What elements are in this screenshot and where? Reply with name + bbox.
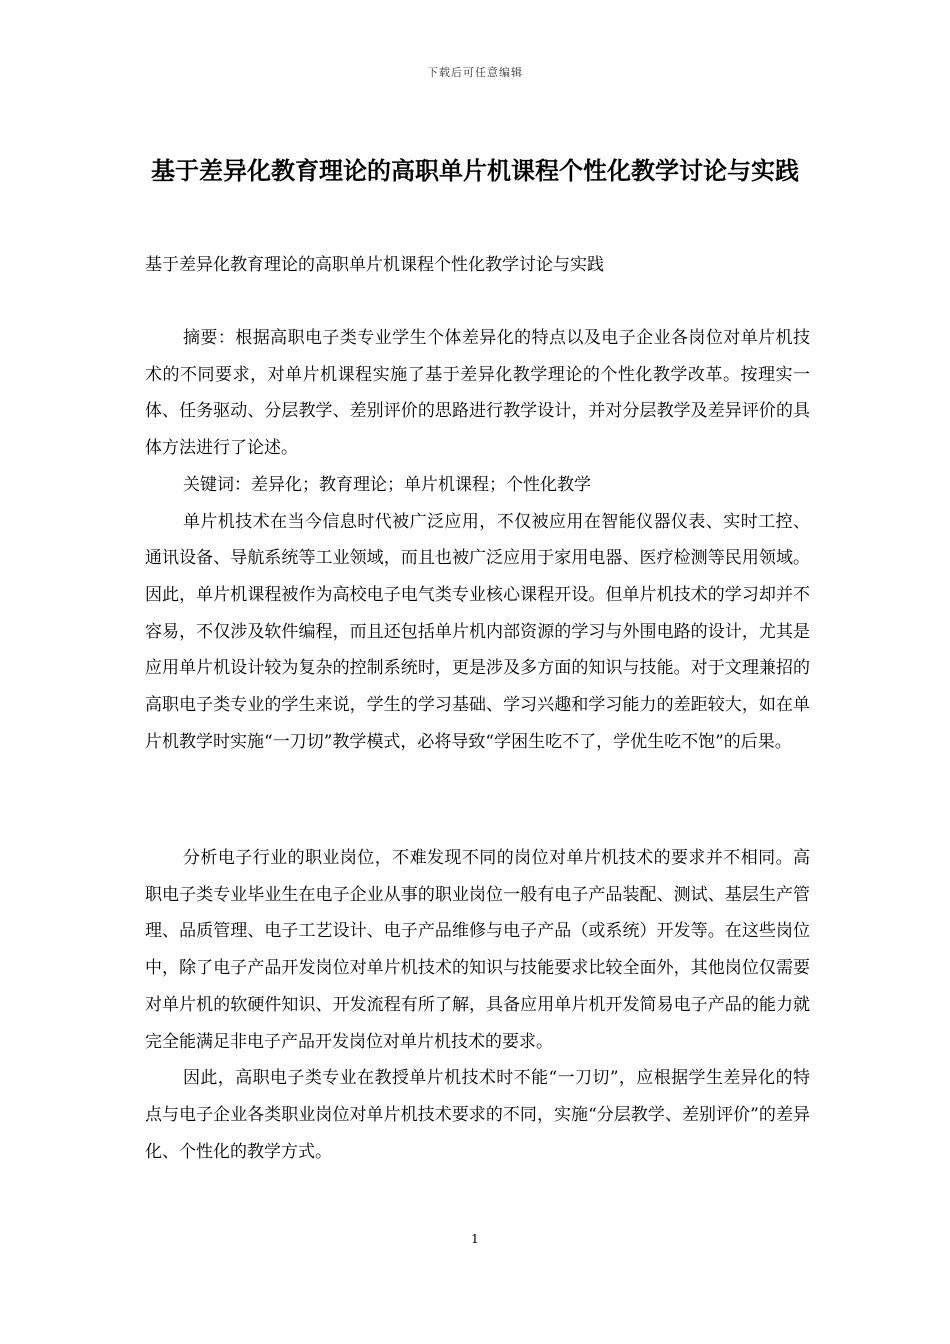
document-title: 基于差异化教育理论的高职单片机课程个性化教学讨论与实践 — [151, 156, 799, 185]
abstract-paragraph: 摘要：根据高职电子类专业学生个体差异化的特点以及电子企业各岗位对单片机技术的不同要求，对单片机课程实施了基于差异化教学理论的个性化教学改革。按理实一体、任务驱动、分层教学、差别评价的思路进行教学设计，并对分层教学及差异评价的具体方法进行了论述。 — [145, 328, 810, 459]
page-number: 1 — [471, 1232, 479, 1246]
body-paragraph-2: 分析电子行业的职业岗位，不难发现不同的岗位对单片机技术的要求并不相同。高职电子类专业毕业生在电子企业从事的职业岗位一般有电子产品装配、测试、基层生产管理、品质管理、电子工艺设计、电子产品维修与电子产品（或系统）开发等。在这些岗位中，除了电子产品开发岗位对单片机技术的知识与技能要求比较全面外，其他岗位仅需要对单片机的软硬件知识、开发流程有所了解，具备应用单片机开发简易电子产品的能力就完全能满足非电子产品开发岗位对单片机技术的要求。 — [145, 848, 810, 1052]
keywords-paragraph: 关键词：差异化；教育理论；单片机课程；个性化教学 — [183, 474, 591, 495]
body-paragraph-3: 因此，高职电子类专业在教授单片机技术时不能“一刀切”，应根据学生差异化的特点与电子企业各类职业岗位对单片机技术要求的不同，实施“分层教学、差别评价”的差异化、个性化的教学方式。 — [145, 1068, 810, 1162]
body-section — [145, 840, 810, 1170]
body-paragraph-1: 单片机技术在当今信息时代被广泛应用，不仅被应用在智能仪器仪表、实时工控、通讯设备、导航系统等工业领域，而且也被广泛应用于家用电器、医疗检测等民用领域。因此，单片机课程被作为高校电子电气类专业核心课程开设。但单片机技术的学习却并不容易，不仅涉及软件编程，而且还包括单片机内部资源的学习与外围电路的设计，尤其是应用单片机设计较为复杂的控制系统时，更是涉及多方面的知识与技能。对于文理兼招的高职电子类专业的学生来说，学生的学习基础、学习兴趣和学习能力的差距较大，如在单片机教学时实施“一刀切”教学模式，必将导致“学困生吃不了，学优生吃不饱”的后果。 — [145, 511, 810, 752]
header-note: 下载后可任意编辑 — [427, 66, 523, 79]
document-subtitle: 基于差异化教育理论的高职单片机课程个性化教学讨论与实践 — [145, 255, 604, 275]
abstract-section — [145, 320, 810, 760]
